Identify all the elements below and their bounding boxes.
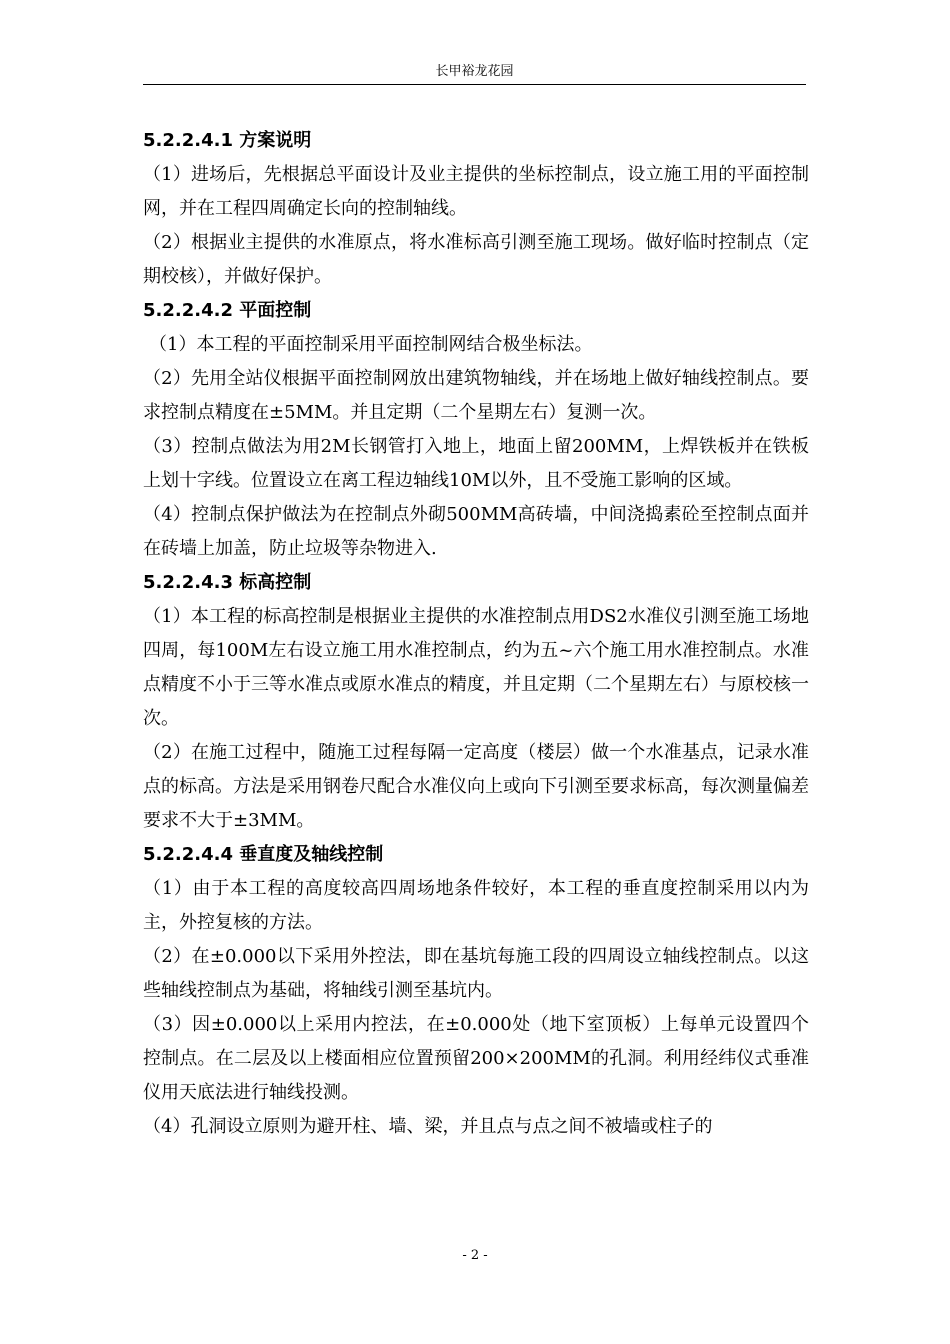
section-heading-2: 5.2.2.4.2 平面控制	[143, 300, 312, 321]
paragraph: （4）控制点保护做法为在控制点外砌500MM高砖墙，中间浇捣素砼至控制点面并在砖墙上加盖，防止垃圾等杂物进入.	[143, 504, 809, 559]
paragraph: （1）本工程的标高控制是根据业主提供的水准控制点用DS2水准仪引测至施工场地四周，每100M左右设立施工用水准控制点，约为五~六个施工用水准控制点。水准点精度不小于三等水准点或原水准点的精度，并且定期（二个星期左右）与原校核一次。	[143, 606, 809, 729]
paragraph: （2）根据业主提供的水准原点，将水准标高引测至施工现场。做好临时控制点（定期校核），并做好保护。	[143, 232, 809, 287]
paragraph: （3）因±0.000以上采用内控法，在±0.000处（地下室顶板）上每单元设置四个控制点。在二层及以上楼面相应位置预留200×200MM的孔洞。利用经纬仪式垂准仪用天底法进行轴线投测。	[143, 1014, 809, 1103]
section-heading-1: 5.2.2.4.1 方案说明	[143, 130, 312, 151]
section-heading-3: 5.2.2.4.3 标高控制	[143, 572, 312, 593]
paragraph: （1）本工程的平面控制采用平面控制网结合极坐标法。	[149, 334, 593, 355]
page-header: 长甲裕龙花园	[435, 64, 514, 79]
document-body	[143, 124, 809, 1144]
paragraph: （2）在±0.000以下采用外控法，即在基坑每施工段的四周设立轴线控制点。以这些轴线控制点为基础，将轴线引测至基坑内。	[143, 946, 809, 1001]
paragraph: （4）孔洞设立原则为避开柱、墙、梁，并且点与点之间不被墙或柱子的	[143, 1116, 713, 1137]
paragraph: （3）控制点做法为用2M长钢管打入地上，地面上留200MM，上焊铁板并在铁板上划十字线。位置设立在离工程边轴线10M以外，且不受施工影响的区域。	[143, 436, 809, 491]
section-heading-4: 5.2.2.4.4 垂直度及轴线控制	[143, 844, 384, 865]
paragraph: （2）在施工过程中，随施工过程每隔一定高度（楼层）做一个水准基点，记录水准点的标高。方法是采用钢卷尺配合水准仪向上或向下引测至要求标高，每次测量偏差要求不大于±3MM。	[143, 742, 809, 831]
paragraph: （1）进场后，先根据总平面设计及业主提供的坐标控制点，设立施工用的平面控制网，并在工程四周确定长向的控制轴线。	[143, 164, 809, 219]
paragraph: （1）由于本工程的高度较高四周场地条件较好，本工程的垂直度控制采用以内为主，外控复核的方法。	[143, 878, 809, 933]
paragraph: （2）先用全站仪根据平面控制网放出建筑物轴线，并在场地上做好轴线控制点。要求控制点精度在±5MM。并且定期（二个星期左右）复测一次。	[143, 368, 809, 423]
header-rule	[143, 84, 806, 85]
page-number: - 2 -	[462, 1248, 488, 1263]
